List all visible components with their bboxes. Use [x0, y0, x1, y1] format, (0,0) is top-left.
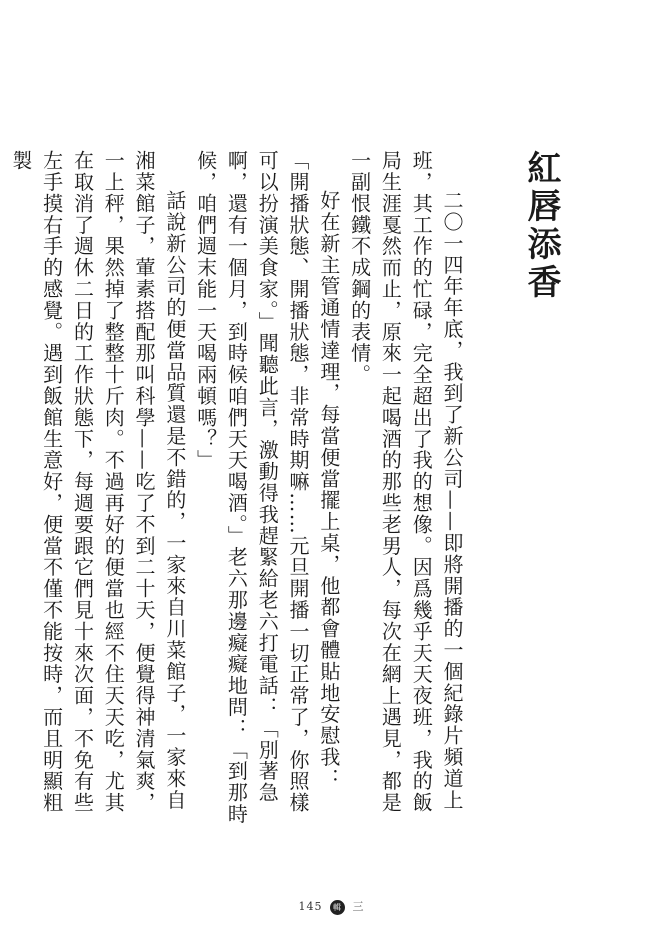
- page-footer: [0, 898, 663, 915]
- section-mark-icon: 輯: [330, 900, 345, 915]
- page-number: 145: [298, 900, 323, 913]
- paragraph-2: 好在新主管通情達理，每當便當擺上桌，他都會體貼地安慰我：「開播狀態、開播狀態，非常時期嘛……元旦開播一切正常了，你照樣可以扮演美食家。」聞聽此言，激動得我趕緊給老六打電話：「別著急啊，還有一個月，到時候咱們天天喝酒。」老六那邊癡癡地問：「到那時候，咱們週末能一天喝兩頓嗎？」: [193, 150, 341, 825]
- section-number: 三: [352, 900, 365, 913]
- body-text: [5, 150, 467, 830]
- paragraph-1: 二〇一四年年底，我到了新公司——即將開播的一個紀錄片頻道上班，其工作的忙碌，完全超出了我的想像。因爲幾乎天天夜班，我的飯局生涯戛然而止，原來一起喝酒的那些老男人，每次在網上遇見，都是一副恨鐵不成鋼的表情。: [347, 150, 464, 814]
- chapter-title: 紅唇添香: [521, 150, 561, 302]
- paragraph-3: 話說新公司的便當品質還是不錯的，一家來自川菜館子，一家來自湘菜館子，葷素搭配那叫科學——吃了不到二十天，便覺得神清氣爽，一上秤，果然掉了整整十斤肉。不過再好的便當也經不住天天吃，尤其在取消了週休二日的工作狀態下，每週要跟它們見十來次面，不免有些左手摸右手的感覺。遇到飯館生意好，便當不僅不能按時，而且明顯粗製: [8, 150, 187, 814]
